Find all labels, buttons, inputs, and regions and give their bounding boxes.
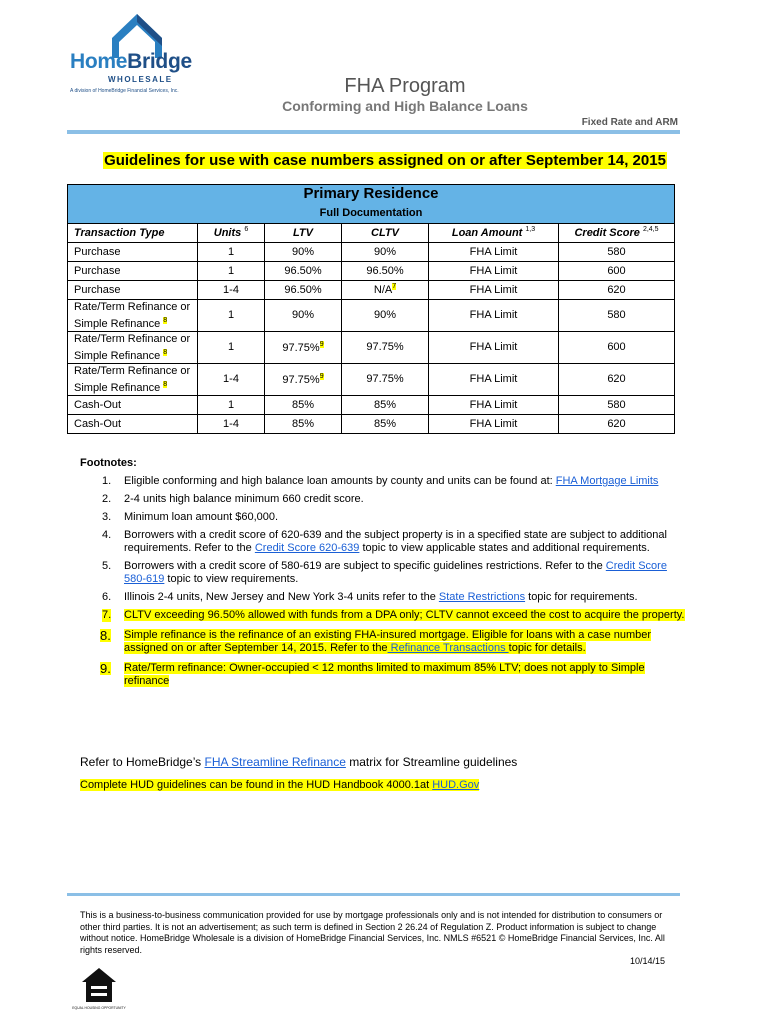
footnote-5: 5. Borrowers with a credit score of 580-619 are subject to specific guidelines restrictions. Refer to the Credit Score 580-619 topic to view requirements. (102, 560, 667, 585)
page-title: FHA Program (344, 75, 466, 97)
cell-cltv: 90% (342, 299, 429, 331)
footer-divider (67, 893, 680, 896)
cell-ltv: 90% (265, 242, 342, 261)
cell-units: 1 (198, 261, 265, 280)
full-documentation-heading: Full Documentation (68, 204, 675, 223)
cell-ltv: 97.75%$^9$ (265, 363, 342, 395)
footnote-6: 6. Illinois 2-4 units, New Jersey and New York 3-4 units refer to the State Restrictions topic for requirements. (102, 591, 638, 603)
cell-loan-amount: FHA Limit (429, 299, 559, 331)
footnote-2: 2. 2-4 units high balance minimum 660 credit score. (102, 493, 364, 505)
logo-tagline: A division of HomeBridge Financial Services, Inc. (70, 88, 179, 94)
table-row (68, 261, 675, 280)
logo-wordmark: HomeBridge (70, 50, 192, 73)
footnote-4: 4. Borrowers with a credit score of 620-639 and the subject property is in a specified state are subject to additional requirements. Refer to the Credit Score 620-639 topic to view applicable states and additional requirements. (102, 529, 667, 554)
cell-units: 1-4 (198, 280, 265, 299)
cell-type: Cash-Out (68, 414, 198, 433)
primary-residence-heading: Primary Residence (68, 185, 675, 205)
cell-type: Rate/Term Refinance or Simple Refinance $^8$ (68, 363, 198, 395)
cell-units: 1-4 (198, 363, 265, 395)
cell-credit-score: 620 (559, 363, 675, 395)
cell-cltv: 90% (342, 242, 429, 261)
col-cltv: CLTV (342, 223, 429, 242)
cell-units: 1 (198, 331, 265, 363)
cell-ltv: 85% (265, 395, 342, 414)
disclaimer-text: This is a business-to-business communication provided for use by mortgage professionals only and is not intended for distribution to consumers or other third parties. It is not an advertisement; as such term is defined in Section 2 26.24 of Regulation Z. Product information is subject to change without notice. HomeBridge Wholesale is a division of HomeBridge Financial Services, Inc. NMLS #6521 © HomeBridge Financial Services, Inc. All rights reserved. (80, 910, 665, 955)
footnote-7: 7. CLTV exceeding 96.50% allowed with funds from a DPA only; CLTV cannot exceed the cost to acquire the property. (102, 609, 685, 621)
cell-type: Purchase (68, 242, 198, 261)
cell-units: 1-4 (198, 414, 265, 433)
cell-ltv: 85% (265, 414, 342, 433)
eligibility-matrix (67, 184, 675, 434)
col-credit-score: Credit Score $^{2,4,5}$ (559, 223, 675, 242)
cell-cltv: 97.75% (342, 363, 429, 395)
footnote-9: 9. Rate/Term refinance: Owner-occupied < 12 months limited to maximum 85% LTV; does not apply to Simple refinance (100, 661, 645, 687)
guidelines-heading: Guidelines for use with case numbers assigned on or after September 14, 2015 (104, 152, 666, 169)
col-ltv: LTV (265, 223, 342, 242)
cell-units: 1 (198, 395, 265, 414)
col-transaction-type: Transaction Type (68, 223, 198, 242)
table-row (68, 280, 675, 299)
revision-date: 10/14/15 (629, 956, 665, 966)
cell-ltv: 97.75%$^9$ (265, 331, 342, 363)
fixed-rate-label: Fixed Rate and ARM (581, 117, 678, 128)
col-units: Units $^6$ (198, 223, 265, 242)
col-loan-amount: Loan Amount $^{1,3}$ (429, 223, 559, 242)
cell-credit-score: 620 (559, 414, 675, 433)
cell-units: 1 (198, 242, 265, 261)
credit-score-580-619-link[interactable]: Credit Score 580-619 (124, 560, 667, 585)
footnote-1: 1. Eligible conforming and high balance loan amounts by county and units can be found at: FHA Mortgage Limits (102, 475, 659, 487)
table-row (68, 414, 675, 433)
footnote-3: 3. Minimum loan amount $60,000. (102, 511, 279, 523)
header-divider (67, 130, 680, 134)
hud-note: Complete HUD guidelines can be found in the HUD Handbook 4000.1at HUD.Gov (80, 779, 480, 791)
cell-ltv: 96.50% (265, 280, 342, 299)
logo-wholesale: WHOLESALE (108, 75, 173, 84)
cell-type: Rate/Term Refinance or Simple Refinance $^8$ (68, 299, 198, 331)
cell-cltv: 96.50% (342, 261, 429, 280)
refinance-transactions-link[interactable]: Refinance Transactions (387, 642, 509, 654)
fha-streamline-refinance-link[interactable]: FHA Streamline Refinance (204, 755, 346, 769)
cell-credit-score: 620 (559, 280, 675, 299)
cell-type: Cash-Out (68, 395, 198, 414)
cell-loan-amount: FHA Limit (429, 261, 559, 280)
cell-credit-score: 600 (559, 331, 675, 363)
cell-type: Purchase (68, 261, 198, 280)
cell-credit-score: 580 (559, 242, 675, 261)
page-subtitle: Conforming and High Balance Loans (282, 98, 528, 114)
cell-loan-amount: FHA Limit (429, 242, 559, 261)
cell-credit-score: 580 (559, 299, 675, 331)
state-restrictions-link[interactable]: State Restrictions (438, 591, 526, 603)
cell-credit-score: 600 (559, 261, 675, 280)
cell-credit-score: 580 (559, 395, 675, 414)
table-row (68, 331, 675, 363)
cell-loan-amount: FHA Limit (429, 280, 559, 299)
cell-cltv: 97.75% (342, 331, 429, 363)
table-row (68, 395, 675, 414)
streamline-note: Refer to HomeBridge’s FHA Streamline Refinance matrix for Streamline guidelines (80, 755, 518, 769)
cell-loan-amount: FHA Limit (429, 363, 559, 395)
cell-type: Rate/Term Refinance or Simple Refinance $^8$ (68, 331, 198, 363)
cell-ltv: 90% (265, 299, 342, 331)
credit-score-620-639-link[interactable]: Credit Score 620-639 (254, 542, 360, 554)
column-header-row (68, 223, 675, 242)
cell-cltv: 85% (342, 395, 429, 414)
cell-cltv: $N/A^7$ (342, 280, 429, 299)
table-row (68, 363, 675, 395)
equal-housing-icon (72, 966, 126, 1014)
cell-loan-amount: FHA Limit (429, 414, 559, 433)
table-row (68, 242, 675, 261)
footnote-8: 8. Simple refinance is the refinance of an existing FHA-insured mortgage. Eligible for loans with a case number assigned on or after September 14, 2015. Refer to the Refinance Transactions topic for details. (100, 628, 652, 654)
cell-type: Purchase (68, 280, 198, 299)
cell-units: 1 (198, 299, 265, 331)
equal-housing-label: EQUAL HOUSING OPPORTUNITY (72, 1006, 126, 1010)
cell-ltv: 96.50% (265, 261, 342, 280)
cell-loan-amount: FHA Limit (429, 331, 559, 363)
cell-loan-amount: FHA Limit (429, 395, 559, 414)
hud-gov-link[interactable]: HUD.Gov (432, 779, 480, 791)
footnotes-title: Footnotes: (80, 457, 137, 469)
table-row (68, 299, 675, 331)
footnotes-list (80, 475, 690, 695)
cell-cltv: 85% (342, 414, 429, 433)
fha-mortgage-limits-link[interactable]: FHA Mortgage Limits (555, 475, 659, 487)
